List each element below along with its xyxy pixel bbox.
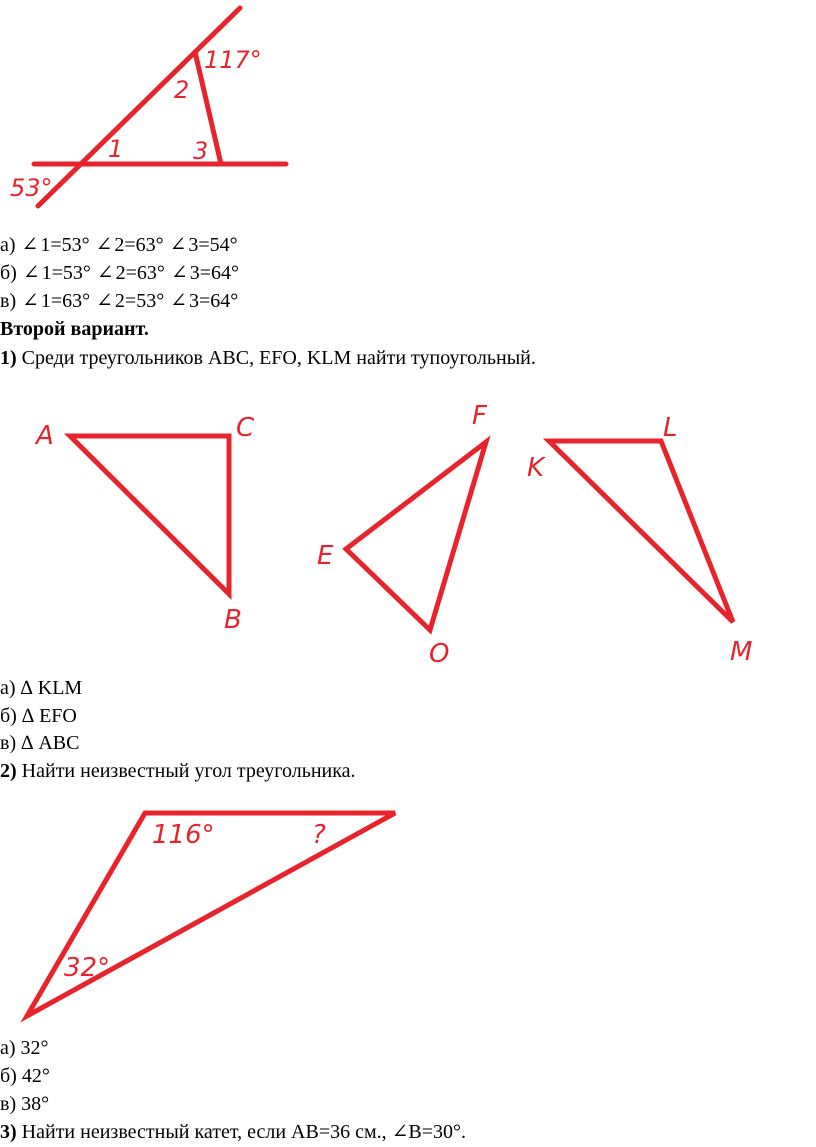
vertex-o-label: O	[429, 639, 450, 669]
q1-option-b: б) ∆ EFO	[0, 705, 77, 727]
vertex-b-label: B	[224, 605, 242, 635]
question-1: 1) Среди треугольников АВС, EFO, KLM найти тупоугольный.	[0, 347, 536, 369]
angle-32-label: 32°	[64, 953, 111, 983]
q2-option-a: а) 32°	[0, 1037, 49, 1059]
q1-option-a: а) ∆ KLM	[0, 677, 83, 699]
angle-53-label: 53°	[10, 174, 53, 202]
angle-2-label: 2	[174, 76, 190, 104]
angle-1-label: 1	[108, 135, 124, 163]
vertex-l-label: L	[663, 413, 678, 443]
angle-unknown-label: ?	[312, 820, 326, 850]
q1-option-v: в) ∆ ABC	[0, 732, 80, 754]
variant-title: Второй вариант.	[0, 318, 149, 340]
vertex-c-label: C	[236, 413, 255, 443]
vertex-k-label: K	[527, 453, 545, 483]
prev-option-v: в) ∠ 1=63° ∠ 2=53° ∠ 3=64°	[0, 290, 239, 312]
prev-option-a: а) ∠ 1=53° ∠ 2=63° ∠ 3=54°	[0, 234, 238, 256]
angle-117-label: 117°	[204, 46, 262, 74]
vertex-e-label: E	[317, 541, 334, 571]
angle-116-label: 116°	[152, 820, 215, 850]
q2-option-b: б) 42°	[0, 1065, 50, 1087]
angle-3-label: 3	[193, 137, 209, 165]
vertex-m-label: M	[730, 637, 753, 667]
vertex-f-label: F	[472, 401, 487, 431]
q2-option-v: в) 38°	[0, 1093, 50, 1115]
prev-option-b: б) ∠ 1=53° ∠ 2=63° ∠ 3=64°	[0, 262, 239, 284]
vertex-a-label: A	[36, 421, 54, 451]
question-2: 2) Найти неизвестный угол треугольника.	[0, 760, 356, 782]
question-3: 3) Найти неизвестный катет, если АВ=36 см., ∠В=30°.	[0, 1121, 467, 1143]
